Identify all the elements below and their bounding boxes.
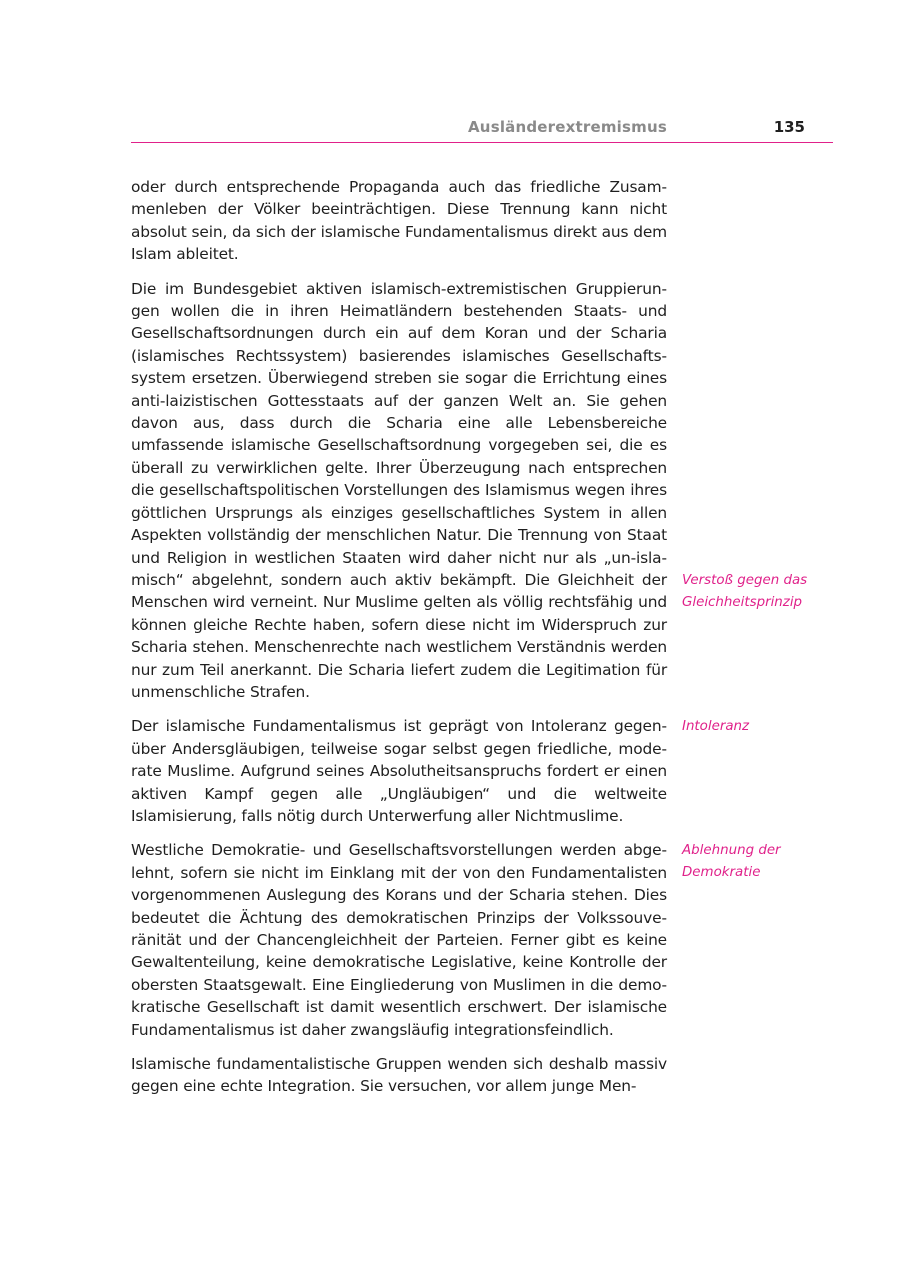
- margin-note-equality: Verstoß gegen das Gleichheitsprinzip: [682, 573, 808, 611]
- page-number: 135: [773, 118, 805, 136]
- body-paragraph: Westliche Demokratie- und Gesellschaftsvorstellungen werden abgelehnt, sofern sie nicht im Einklang mit der von den Fundamentalisten vorgenommenen Auslegung des Korans und der Scharia stehen. Dies bedeutet die Ächtung des demokratischen Prinzips der Volkssouveränität und der Chancengleichheit der Parteien. Ferner gibt es keine Gewaltenteilung, keine demokratische Legislative, keine Kontrolle der obersten Staatsgewalt. Eine Eingliederung von Muslimen in die demokratische Gesellschaft ist damit wesentlich erschwert. Der islamische Fundamentalismus ist daher zwangsläufig integrationsfeindlich.: [131, 841, 667, 1039]
- body-paragraph: oder durch entsprechende Propaganda auch das friedliche Zusammenleben der Völker beeinträchtigen. Diese Trennung kann nicht absolut sein, da sich der islamische Fundamentalismus direkt aus dem Islam ableitet.: [131, 178, 667, 264]
- main-text-column: [131, 176, 667, 1110]
- margin-note-intolerance: Intoleranz: [682, 719, 750, 734]
- body-paragraph: Die im Bundesgebiet aktiven islamisch-extremistischen Gruppierungen wollen die in ihren Heimatländern bestehenden Staats- und Gesellschaftsordnungen durch ein auf dem Koran und der Scharia (islamisches Rechtssystem) basierendes islamisches Gesellschaftssystem ersetzen. Überwiegend streben sie sogar die Errichtung eines anti-laizistischen Gottesstaats auf der ganzen Welt an. Sie gehen davon aus, dass durch die Scharia eine alle Lebensbereiche umfassende islamische Gesellschaftsordnung vorgegeben sei, die es überall zu verwirklichen gelte. Ihrer Überzeugung nach entsprechen die gesellschaftspolitischen Vorstellungen des Islamismus wegen ihres göttlichen Ursprungs als einziges gesellschaftliches System in allen Aspekten vollständig der menschlichen Natur. Die Trennung von Staat und Religion in westlichen Staaten wird daher nicht nur als „un-islamisch“ abgelehnt, sondern auch aktiv bekämpft. Die Gleichheit der Menschen wird verneint. Nur Muslime gelten als völlig rechtsfähig und können gleiche Rechte haben, sofern diese nicht im Widerspruch zur Scharia stehen. Menschenrechte nach westlichem Verständnis werden nur zum Teil anerkannt. Die Scharia liefert zudem die Legitimation für unmenschliche Strafen.: [131, 279, 667, 701]
- body-paragraph: Islamische fundamentalistische Gruppen wenden sich deshalb massiv gegen eine echte Integration. Sie versuchen, vor allem junge Men-: [131, 1055, 667, 1096]
- margin-note-democracy: Ablehnung der Demokratie: [682, 843, 781, 881]
- running-title: Ausländerextremismus: [468, 118, 667, 136]
- running-header: [131, 116, 833, 143]
- body-paragraph: Der islamische Fundamentalismus ist geprägt von Intoleranz gegenüber Andersgläubigen, teilweise sogar selbst gegen friedliche, moderate Muslime. Aufgrund seines Absolutheitsanspruchs fordert er einen aktiven Kampf gegen alle „Ungläubigen“ und die weltweite Islamisierung, falls nötig durch Unterwerfung aller Nichtmuslime.: [131, 717, 667, 825]
